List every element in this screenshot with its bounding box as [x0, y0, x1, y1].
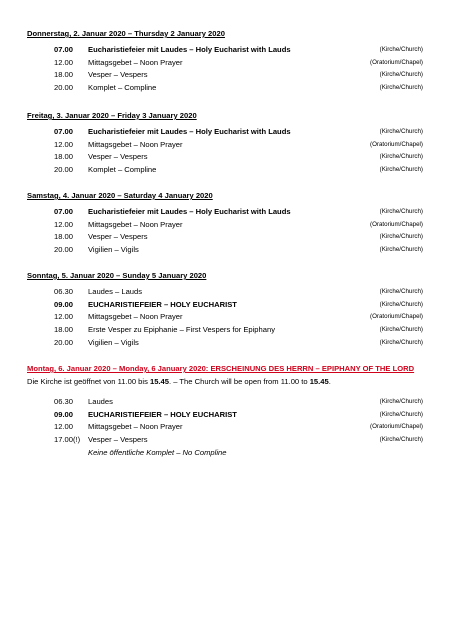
service-time: 12.00 [54, 139, 74, 149]
service-title: Vesper – Vespers [88, 70, 148, 80]
service-title: Mittagsgebet – Noon Prayer [88, 57, 183, 67]
day-heading: Donnerstag, 2. Januar 2020 – Thursday 2 January 2020 [27, 29, 225, 38]
service-location: (Kirche/Church) [379, 398, 423, 405]
day-section [27, 190, 423, 257]
service-location: (Kirche/Church) [379, 338, 423, 346]
service-title: Mittagsgebet – Noon Prayer [88, 219, 183, 229]
service-title: Eucharistiefeier mit Laudes – Holy Eucharist with Lauds [88, 127, 291, 136]
feast-day-heading: Montag, 6. Januar 2020 – Monday, 6 January 2020: ERSCHEINUNG DES HERRN – EPIPHANY OF THE LORD [27, 364, 415, 373]
service-location: (Kirche/Church) [379, 71, 423, 79]
day-heading: Sonntag, 5. Januar 2020 – Sunday 5 January 2020 [27, 271, 207, 280]
service-time: 18.00 [54, 232, 74, 242]
day-heading: Samstag, 4. Januar 2020 – Saturday 4 January 2020 [27, 191, 213, 200]
service-list [27, 126, 423, 177]
service-time: 20.00 [54, 245, 74, 255]
service-row [27, 219, 423, 232]
service-row [27, 231, 423, 244]
service-location: (Kirche/Church) [379, 410, 423, 418]
opening-hours-note [27, 376, 423, 388]
day-heading: Freitag, 3. Januar 2020 – Friday 3 January 2020 [27, 111, 197, 120]
service-location: (Kirche/Church) [379, 246, 423, 254]
service-location: (Kirche/Church) [379, 128, 423, 135]
service-title: Vesper – Vespers [88, 232, 148, 242]
service-row [27, 434, 423, 447]
service-location: (Kirche/Church) [379, 326, 423, 334]
service-row [27, 409, 423, 422]
service-row [27, 164, 423, 177]
service-location: (Kirche/Church) [379, 208, 423, 215]
service-row [27, 151, 423, 164]
service-time: 09.00 [54, 409, 74, 419]
service-title: Eucharistiefeier mit Laudes – Holy Eucharist with Lauds [88, 207, 291, 216]
service-location: (Kirche/Church) [379, 166, 423, 174]
service-time: 20.00 [54, 337, 74, 347]
service-title: Erste Vesper zu Epiphanie – First Vespers for Epiphany [88, 325, 275, 335]
service-location: (Oratorium/Chapel) [370, 58, 423, 66]
service-location: (Kirche/Church) [379, 288, 423, 295]
service-row [27, 126, 423, 139]
note-text: . [328, 377, 331, 386]
service-row [27, 311, 423, 324]
service-time: 12.00 [54, 422, 74, 432]
service-title: Komplet – Compline [88, 165, 157, 175]
service-time: 18.00 [54, 152, 74, 162]
service-row [27, 82, 423, 95]
service-time: 20.00 [54, 83, 74, 93]
service-title: Vesper – Vespers [88, 152, 148, 162]
service-title: EUCHARISTIEFEIER – HOLY EUCHARIST [88, 409, 237, 419]
service-list [27, 44, 423, 95]
service-title: Mittagsgebet – Noon Prayer [88, 139, 183, 149]
service-row [27, 337, 423, 350]
service-row [27, 286, 423, 299]
note-text: . – The Church will be open from 11.00 to [169, 377, 310, 386]
service-title: Vigilien – Vigils [88, 245, 139, 255]
service-title: Laudes – Lauds [88, 287, 143, 296]
service-time: 07.00 [54, 127, 74, 136]
service-location: (Oratorium/Chapel) [370, 140, 423, 148]
service-list [27, 286, 423, 349]
service-location: (Kirche/Church) [379, 84, 423, 92]
service-title: Eucharistiefeier mit Laudes – Holy Eucharist with Lauds [88, 45, 291, 54]
service-row [27, 57, 423, 70]
service-title: Vigilien – Vigils [88, 337, 139, 347]
service-list [27, 206, 423, 257]
service-title: Komplet – Compline [88, 83, 157, 93]
service-location: (Kirche/Church) [379, 300, 423, 308]
service-row [27, 299, 423, 312]
service-location: (Oratorium/Chapel) [370, 423, 423, 431]
service-title: Mittagsgebet – Noon Prayer [88, 422, 183, 432]
service-time: 06.30 [54, 397, 74, 406]
service-title: Mittagsgebet – Noon Prayer [88, 312, 183, 322]
service-time: 18.00 [54, 70, 74, 80]
service-time: 12.00 [54, 312, 74, 322]
service-location: (Oratorium/Chapel) [370, 220, 423, 228]
service-title: EUCHARISTIEFEIER – HOLY EUCHARIST [88, 299, 237, 309]
service-row [27, 44, 423, 57]
service-title: Laudes [88, 397, 113, 406]
service-time: 07.00 [54, 45, 74, 54]
service-location: (Kirche/Church) [379, 233, 423, 241]
service-time: 17.00(!) [54, 435, 81, 445]
no-compline-note: Keine öffentliche Komplet – No Compline [88, 447, 227, 457]
service-row [27, 324, 423, 337]
note-closing-time: 15.45 [149, 377, 169, 386]
service-time: 07.00 [54, 207, 74, 216]
service-row-note [27, 447, 423, 460]
service-time: 09.00 [54, 299, 74, 309]
service-time: 20.00 [54, 165, 74, 175]
note-text: Die Kirche ist geöffnet von 11.00 bis [27, 377, 150, 386]
service-time: 12.00 [54, 57, 74, 67]
service-location: (Kirche/Church) [379, 46, 423, 53]
day-section-feast [27, 363, 423, 459]
service-time: 06.30 [54, 287, 74, 296]
service-row [27, 396, 423, 409]
service-row [27, 139, 423, 152]
service-title: Vesper – Vespers [88, 435, 148, 445]
day-section [27, 110, 423, 177]
service-row [27, 421, 423, 434]
day-section [27, 270, 423, 349]
service-list [27, 396, 423, 459]
service-row [27, 206, 423, 219]
day-section [27, 28, 423, 95]
service-time: 12.00 [54, 219, 74, 229]
service-location: (Oratorium/Chapel) [370, 313, 423, 321]
service-location: (Kirche/Church) [379, 436, 423, 444]
service-time: 18.00 [54, 325, 74, 335]
service-location: (Kirche/Church) [379, 153, 423, 161]
service-row [27, 69, 423, 82]
service-row [27, 244, 423, 257]
note-closing-time: 15.45 [309, 377, 329, 386]
